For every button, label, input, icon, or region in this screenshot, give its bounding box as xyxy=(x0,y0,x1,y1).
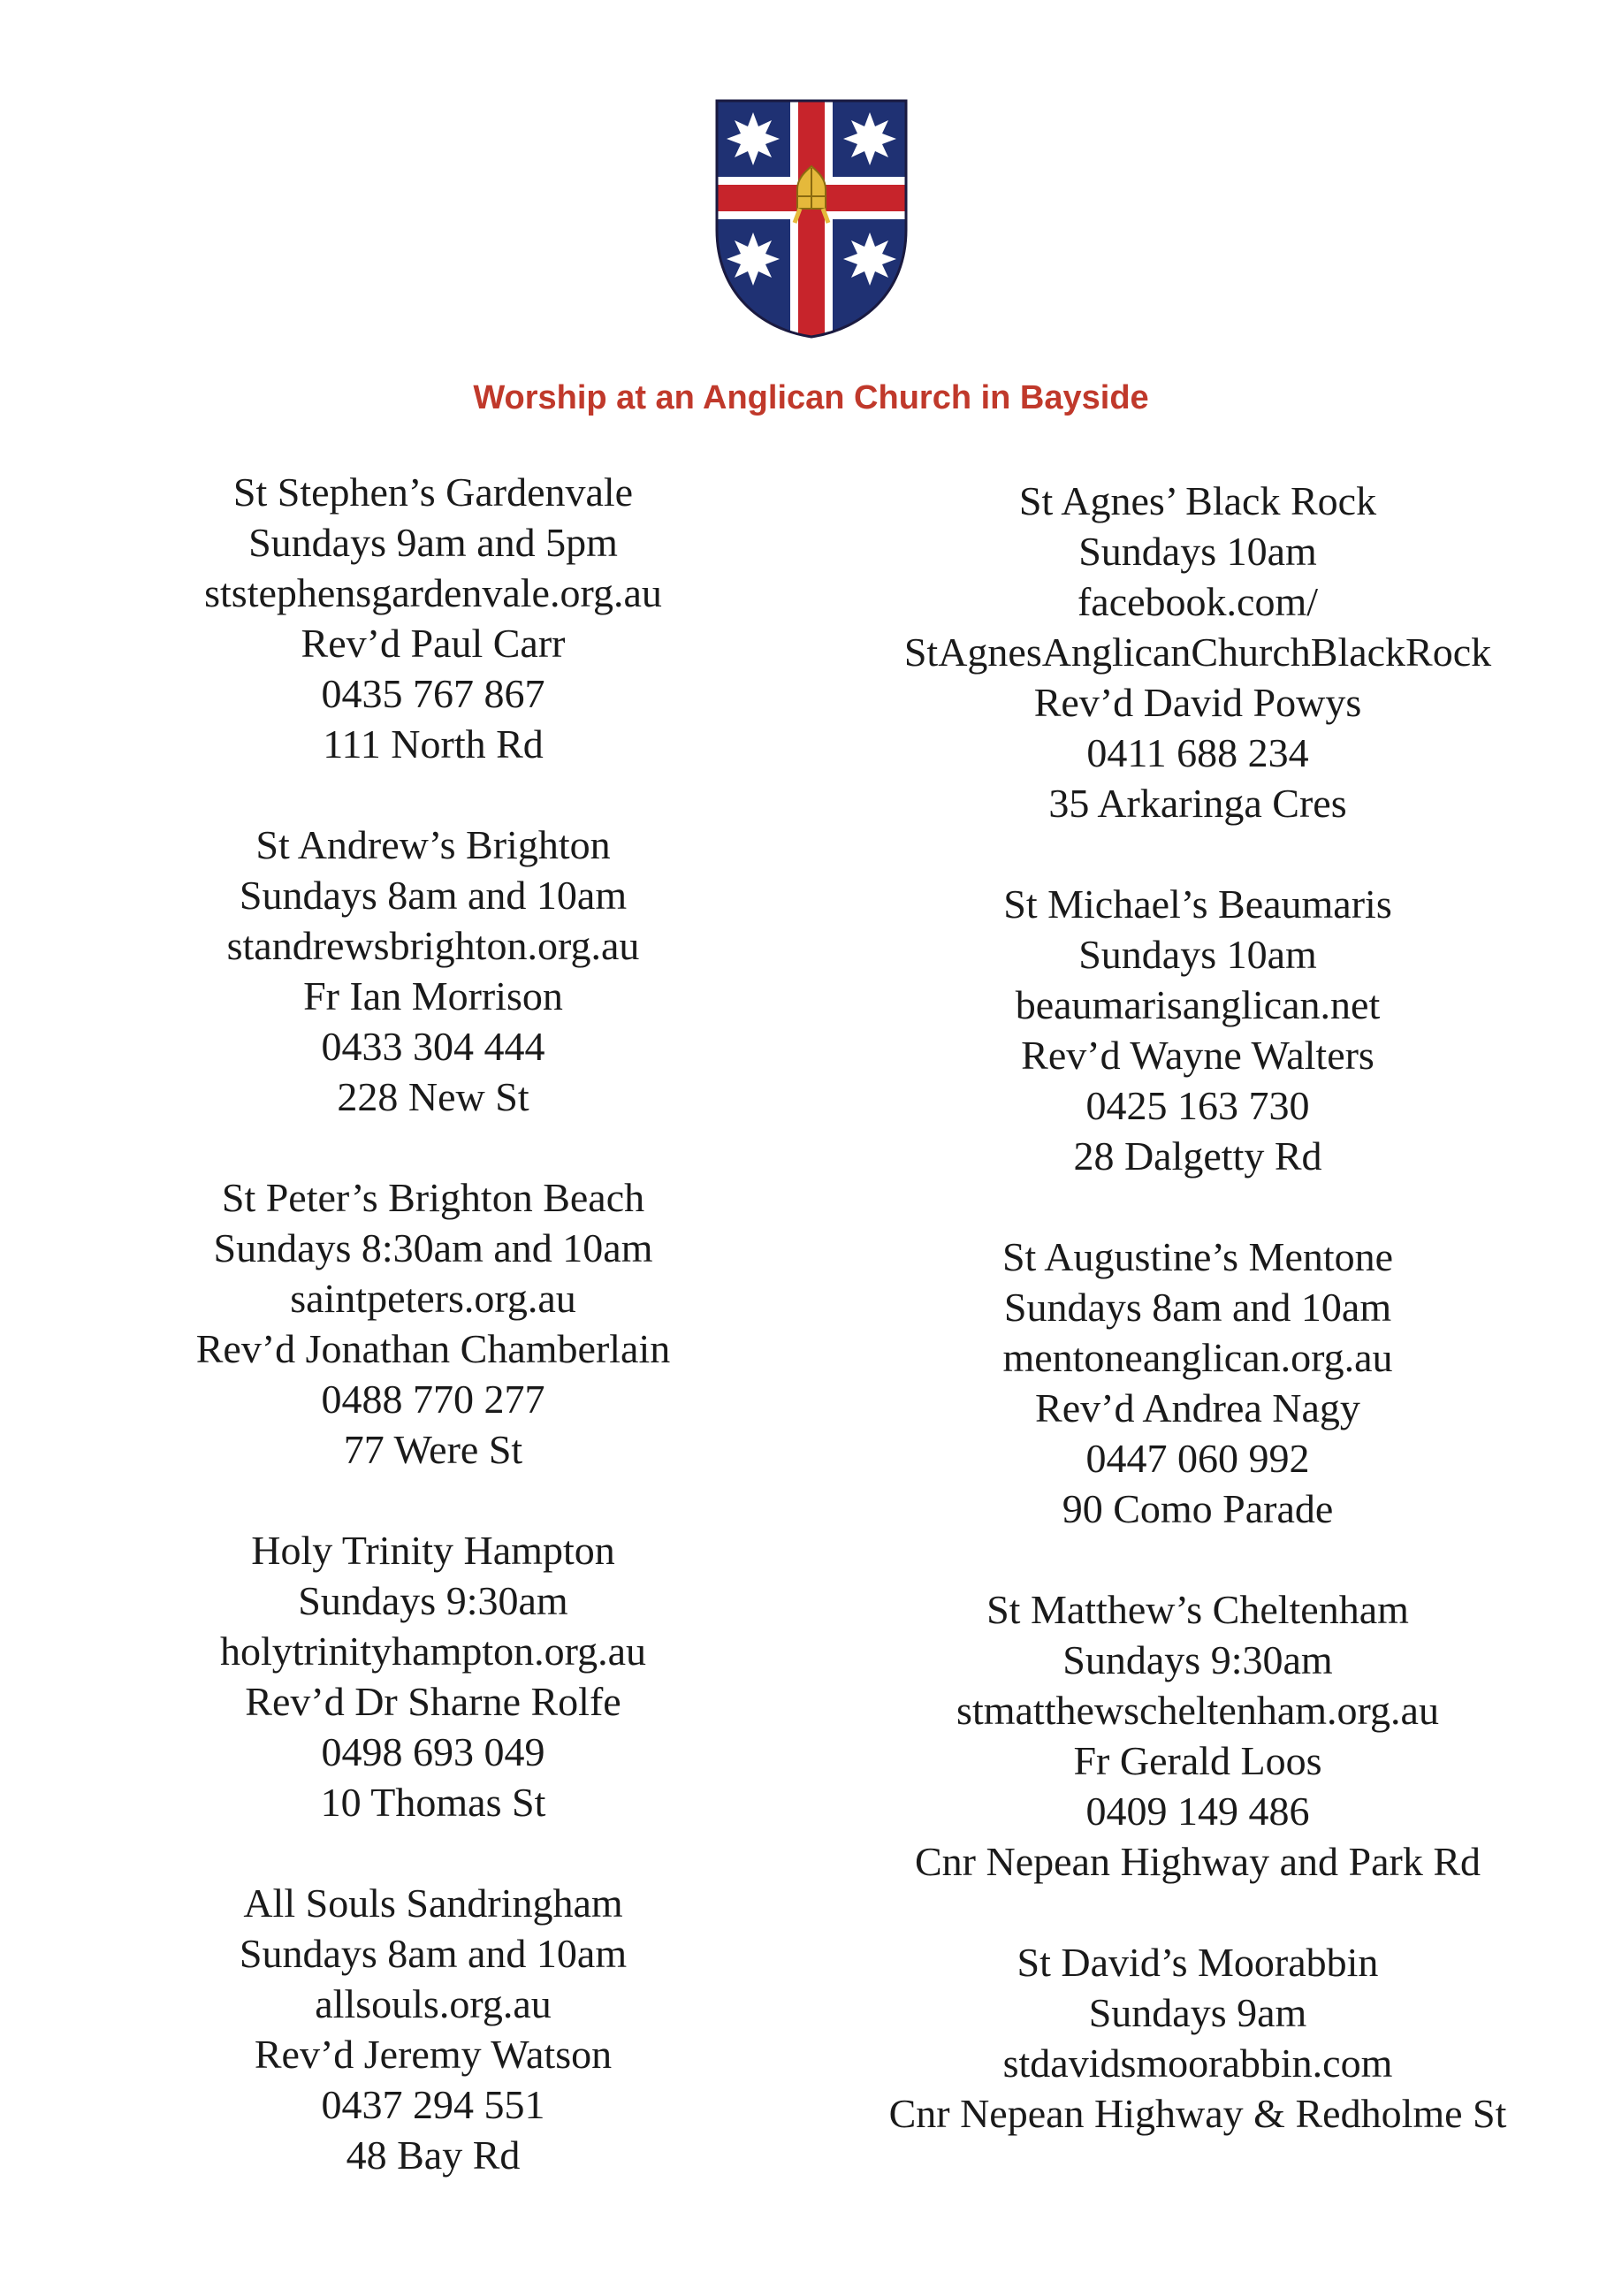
address: 35 Arkaringa Cres xyxy=(1048,781,1347,826)
church-name: St Agnes’ Black Rock xyxy=(1018,478,1377,523)
church-name: All Souls Sandringham xyxy=(243,1880,623,1926)
right-column xyxy=(840,476,1556,2189)
church-name: St Andrew’s Brighton xyxy=(255,822,611,867)
anglican-crest-icon xyxy=(713,97,910,340)
church-name: St Michael’s Beaumaris xyxy=(1003,881,1392,927)
phone: 0435 767 867 xyxy=(321,671,545,716)
address: 10 Thomas St xyxy=(320,1780,546,1825)
phone: 0409 149 486 xyxy=(1085,1789,1310,1834)
left-column xyxy=(106,467,760,2231)
clergy: Rev’d Andrea Nagy xyxy=(1035,1385,1360,1430)
service-times: Sundays 8am and 10am xyxy=(1003,1285,1392,1330)
address: 77 Were St xyxy=(343,1427,523,1472)
service-times: Sundays 8am and 10am xyxy=(239,1931,628,1976)
website: facebook.com/ xyxy=(1077,579,1319,624)
clergy: Rev’d Paul Carr xyxy=(301,621,566,666)
clergy: Rev’d David Powys xyxy=(1033,680,1362,725)
address: 111 North Rd xyxy=(323,721,544,767)
service-times: Sundays 9am and 5pm xyxy=(248,520,618,565)
clergy: Rev’d Dr Sharne Rolfe xyxy=(245,1679,621,1724)
clergy: Rev’d Jeremy Watson xyxy=(254,2032,613,2077)
church-entry xyxy=(840,1232,1556,1534)
website: stmatthewscheltenham.org.au xyxy=(956,1688,1439,1733)
address: Cnr Nepean Highway and Park Rd xyxy=(914,1839,1481,1884)
church-entry xyxy=(106,1878,760,2180)
phone: 0488 770 277 xyxy=(321,1377,545,1422)
church-entry xyxy=(840,1584,1556,1887)
website: mentoneanglican.org.au xyxy=(1002,1335,1393,1380)
phone: 0447 060 992 xyxy=(1085,1436,1310,1481)
church-name: Holy Trinity Hampton xyxy=(251,1528,615,1573)
phone: 0498 693 049 xyxy=(321,1729,545,1774)
website: ststephensgardenvale.org.au xyxy=(204,570,662,615)
address: 90 Como Parade xyxy=(1062,1486,1334,1531)
church-name: St David’s Moorabbin xyxy=(1017,1940,1379,1985)
church-entry xyxy=(106,820,760,1122)
website: beaumarisanglican.net xyxy=(1015,982,1381,1027)
address: 48 Bay Rd xyxy=(346,2132,521,2178)
service-times: Sundays 8:30am and 10am xyxy=(213,1225,653,1270)
church-entry xyxy=(106,467,760,769)
clergy: Rev’d Wayne Walters xyxy=(1021,1033,1375,1078)
website: holytrinityhampton.org.au xyxy=(219,1629,647,1674)
address: 28 Dalgetty Rd xyxy=(1073,1133,1322,1179)
service-times: Sundays 10am xyxy=(1078,932,1317,977)
service-times: Sundays 10am xyxy=(1078,529,1317,574)
church-entry xyxy=(106,1525,760,1827)
service-times: Sundays 8am and 10am xyxy=(239,873,628,918)
clergy: Fr Ian Morrison xyxy=(303,973,563,1018)
service-times: Sundays 9:30am xyxy=(1062,1637,1333,1682)
service-times: Sundays 9:30am xyxy=(298,1578,568,1623)
website: saintpeters.org.au xyxy=(290,1276,576,1321)
church-name: St Peter’s Brighton Beach xyxy=(221,1175,645,1220)
phone: 0425 163 730 xyxy=(1085,1083,1310,1128)
church-name: St Stephen’s Gardenvale xyxy=(232,469,634,515)
service-times: Sundays 9am xyxy=(1088,1990,1307,2035)
church-entry xyxy=(840,1937,1556,2139)
website: allsouls.org.au xyxy=(315,1981,552,2026)
website: standrewsbrighton.org.au xyxy=(226,923,640,968)
page-heading: Worship at an Anglican Church in Bayside xyxy=(473,379,1149,416)
church-entry xyxy=(840,879,1556,1181)
church-entry xyxy=(106,1172,760,1475)
church-name: St Matthew’s Cheltenham xyxy=(986,1587,1409,1632)
phone: 0437 294 551 xyxy=(321,2082,545,2127)
phone: 0433 304 444 xyxy=(321,1024,545,1069)
church-entry xyxy=(840,476,1556,828)
address: Cnr Nepean Highway & Redholme St xyxy=(888,2091,1507,2136)
phone: 0411 688 234 xyxy=(1086,730,1309,775)
website: StAgnesAnglicanChurchBlackRock xyxy=(903,629,1492,675)
church-name: St Augustine’s Mentone xyxy=(1001,1234,1394,1279)
address: 228 New St xyxy=(337,1074,529,1119)
clergy: Rev’d Jonathan Chamberlain xyxy=(195,1326,671,1371)
clergy: Fr Gerald Loos xyxy=(1073,1738,1322,1783)
website: stdavidsmoorabbin.com xyxy=(1002,2040,1393,2086)
